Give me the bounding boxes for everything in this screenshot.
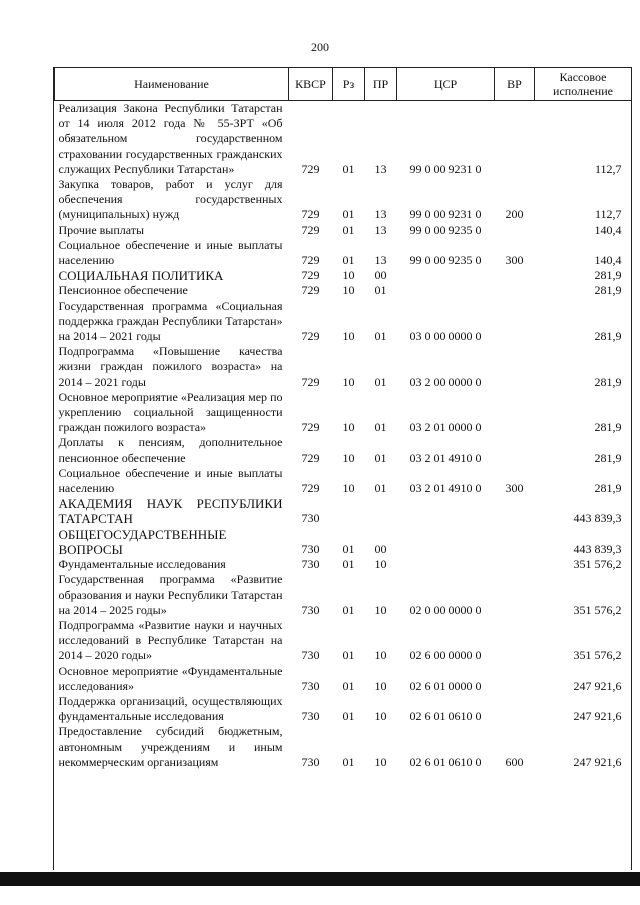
table-cell-rz: 01 <box>342 222 355 237</box>
table-row <box>55 238 632 268</box>
table-cell-csr <box>397 283 495 298</box>
table-cell-csr: 03 2 00 0000 0 <box>409 374 482 389</box>
table-cell-amount: 281,9 <box>594 420 622 435</box>
table-cell-amount: 351 576,2 <box>573 557 622 572</box>
table-cell-vr <box>495 557 535 572</box>
table-cell-amount: 112,7 <box>594 207 622 222</box>
table-cell-amount: 281,9 <box>594 329 622 344</box>
table-cell-csr: 99 0 00 9231 0 <box>409 161 482 176</box>
table-cell-vr <box>495 344 535 390</box>
table-cell-amount: 281,9 <box>594 374 622 389</box>
table-cell-kvsr: 730 <box>301 648 320 663</box>
header-rz: Рз <box>333 68 365 101</box>
table-cell-vr: 300 <box>505 481 524 496</box>
table-cell-pr: 10 <box>374 602 387 617</box>
table-cell-pr: 13 <box>374 161 387 176</box>
table-cell-rz <box>333 496 365 526</box>
budget-table-frame <box>53 67 632 870</box>
table-cell-pr: 01 <box>374 450 387 465</box>
table-cell-kvsr: 729 <box>301 283 320 298</box>
table-row <box>55 268 632 283</box>
table-cell-pr <box>365 496 397 526</box>
table-cell-csr: 02 0 00 0000 0 <box>409 602 482 617</box>
table-cell-csr <box>397 557 495 572</box>
table-row <box>55 390 632 436</box>
header-amount: Кассовое исполнение <box>535 68 632 101</box>
table-cell-name: Подпрограмма «Развитие науки и научных исследований в Республике Татарстан на 2014 – 2020 годы» <box>58 617 283 663</box>
table-cell-rz: 10 <box>342 481 355 496</box>
table-cell-name: Социальное обеспечение и иные выплаты населению <box>58 465 283 496</box>
table-cell-rz: 01 <box>342 678 355 693</box>
table-cell-pr: 13 <box>374 207 387 222</box>
table-row <box>55 557 632 572</box>
table-cell-csr <box>397 268 495 283</box>
table-cell-vr <box>495 223 535 238</box>
table-cell-rz: 10 <box>342 450 355 465</box>
table-cell-vr <box>495 664 535 694</box>
table-cell-amount: 281,9 <box>594 450 622 465</box>
table-cell-name: СОЦИАЛЬНАЯ ПОЛИТИКА <box>58 268 224 284</box>
table-cell-csr: 02 6 01 0610 0 <box>409 754 482 769</box>
table-cell-name: Основное мероприятие «Реализация мер по укреплению социальной защищенности граждан пожилого возраста» <box>58 389 283 435</box>
table-cell-csr: 03 2 01 0000 0 <box>409 420 482 435</box>
table-cell-rz: 10 <box>342 268 355 283</box>
table-cell-vr <box>495 299 535 345</box>
table-row <box>55 694 632 724</box>
table-cell-amount: 351 576,2 <box>573 602 622 617</box>
table-cell-kvsr: 729 <box>301 222 320 237</box>
table-cell-pr: 10 <box>374 557 387 572</box>
table-cell-rz: 10 <box>342 374 355 389</box>
table-cell-pr: 01 <box>374 481 387 496</box>
table-cell-amount: 443 839,3 <box>573 511 622 526</box>
table-cell-amount: 443 839,3 <box>573 541 622 556</box>
table-cell-vr: 200 <box>505 207 524 222</box>
table-cell-kvsr: 730 <box>301 541 320 556</box>
table-cell-vr <box>495 101 535 178</box>
table-cell-name: Доплаты к пенсиям, дополнительное пенсионное обеспечение <box>58 435 283 465</box>
table-cell-kvsr: 729 <box>301 374 320 389</box>
table-cell-kvsr: 729 <box>301 161 320 176</box>
table-cell-csr <box>397 527 495 557</box>
table-cell-name: Основное мероприятие «Фундаментальные исследования» <box>58 663 283 693</box>
table-cell-name: Подпрограмма «Повышение качества жизни граждан пожилого возраста» на 2014 – 2021 годы <box>58 344 283 389</box>
header-vr: ВР <box>495 68 535 101</box>
table-cell-name: Предоставление субсидий бюджетным, автономным учреждениям и иным некоммерческим организациям <box>58 724 283 769</box>
table-row <box>55 223 632 238</box>
table-cell-pr: 10 <box>374 754 387 769</box>
table-cell-name: Государственная программа «Социальная поддержка граждан Республики Татарстан» на 2014 – 2021 годы <box>58 298 283 344</box>
table-cell-rz: 01 <box>342 754 355 769</box>
table-cell-csr: 03 2 01 4910 0 <box>409 450 482 465</box>
table-cell-name: Фундаментальные исследования <box>58 557 226 572</box>
table-cell-amount: 140,4 <box>594 222 622 237</box>
table-cell-vr <box>495 694 535 724</box>
budget-table <box>54 67 632 770</box>
table-cell-amount: 281,9 <box>594 283 622 298</box>
table-cell-rz: 10 <box>342 283 355 298</box>
table-cell-vr: 600 <box>505 754 524 769</box>
table-cell-kvsr: 730 <box>301 709 320 724</box>
table-cell-vr <box>495 390 535 436</box>
table-cell-rz: 10 <box>342 329 355 344</box>
table-cell-vr <box>495 618 535 664</box>
table-cell-rz: 01 <box>342 161 355 176</box>
table-row <box>55 283 632 298</box>
table-cell-vr <box>495 527 535 557</box>
table-cell-kvsr: 730 <box>301 754 320 769</box>
table-cell-kvsr: 729 <box>301 207 320 222</box>
header-csr: ЦСР <box>397 68 495 101</box>
table-cell-name: Поддержка организаций, осуществляющих фундаментальные исследования <box>58 693 283 724</box>
table-cell-pr: 00 <box>374 541 387 556</box>
table-cell-rz: 01 <box>342 253 355 268</box>
table-row <box>55 466 632 496</box>
table-cell-rz: 01 <box>342 541 355 556</box>
header-kvsr: КВСР <box>289 68 333 101</box>
table-cell-rz: 01 <box>342 557 355 572</box>
table-cell-rz: 01 <box>342 602 355 617</box>
table-row <box>55 572 632 618</box>
table-cell-name: Закупка товаров, работ и услуг для обеспечения государственных (муниципальных) нужд <box>58 177 283 222</box>
table-cell-vr <box>495 572 535 618</box>
header-pr: ПР <box>365 68 397 101</box>
table-cell-name: АКАДЕМИЯ НАУК РЕСПУБЛИКИ ТАТАРСТАН <box>58 496 283 527</box>
table-row <box>55 177 632 223</box>
table-cell-csr: 02 6 00 0000 0 <box>409 648 482 663</box>
table-cell-pr: 01 <box>374 329 387 344</box>
table-cell-csr <box>397 496 495 526</box>
table-cell-csr: 03 2 01 4910 0 <box>409 481 482 496</box>
table-cell-amount: 351 576,2 <box>573 648 622 663</box>
table-cell-amount: 281,9 <box>594 268 622 283</box>
table-cell-kvsr: 730 <box>301 511 320 526</box>
table-cell-pr: 00 <box>374 268 387 283</box>
table-row <box>55 527 632 557</box>
table-cell-pr: 13 <box>374 253 387 268</box>
table-cell-csr: 99 0 00 9235 0 <box>409 222 482 237</box>
table-cell-amount: 140,4 <box>594 253 622 268</box>
table-cell-pr: 10 <box>374 709 387 724</box>
table-cell-kvsr: 729 <box>301 450 320 465</box>
table-row <box>55 435 632 465</box>
table-row <box>55 344 632 390</box>
table-cell-csr: 99 0 00 9235 0 <box>409 253 482 268</box>
table-cell-rz: 01 <box>342 709 355 724</box>
table-cell-vr <box>495 268 535 283</box>
table-cell-name: ОБЩЕГОСУДАРСТВЕННЫЕ ВОПРОСЫ <box>58 526 227 557</box>
table-cell-pr: 01 <box>374 420 387 435</box>
table-cell-vr <box>495 283 535 298</box>
table-cell-kvsr: 729 <box>301 268 320 283</box>
table-row <box>55 496 632 526</box>
table-cell-rz: 01 <box>342 648 355 663</box>
table-cell-amount: 247 921,6 <box>573 678 622 693</box>
table-cell-kvsr: 729 <box>301 420 320 435</box>
table-cell-pr: 13 <box>374 222 387 237</box>
table-cell-pr: 01 <box>374 283 387 298</box>
table-cell-csr: 02 6 01 0610 0 <box>409 709 482 724</box>
table-cell-vr <box>495 435 535 465</box>
table-cell-amount: 247 921,6 <box>573 709 622 724</box>
page-number: 200 <box>311 40 329 54</box>
table-row <box>55 299 632 345</box>
table-cell-csr: 03 0 00 0000 0 <box>409 329 482 344</box>
scan-bottom-edge <box>0 872 640 886</box>
table-cell-name: Пенсионное обеспечение <box>58 283 188 298</box>
table-cell-csr: 02 6 01 0000 0 <box>409 678 482 693</box>
table-cell-amount: 247 921,6 <box>573 754 622 769</box>
table-cell-kvsr: 730 <box>301 678 320 693</box>
table-cell-vr: 300 <box>505 253 524 268</box>
table-row <box>55 664 632 694</box>
table-cell-amount: 112,7 <box>594 161 622 176</box>
table-cell-name: Реализация Закона Республики Татарстан от 14 июля 2012 года № 55-ЗРТ «Об обязательном государственном страховании государственных гражданских служащих Республики Татарстан» <box>58 101 283 176</box>
table-cell-name: Государственная программа «Развитие образования и науки Республики Татарстан на 2014 – 2025 годы» <box>58 572 283 617</box>
table-header-row <box>55 68 632 101</box>
table-cell-kvsr: 729 <box>301 329 320 344</box>
table-row <box>55 101 632 178</box>
table-cell-kvsr: 730 <box>301 602 320 617</box>
table-cell-rz: 01 <box>342 207 355 222</box>
table-cell-amount: 281,9 <box>594 481 622 496</box>
table-cell-name: Прочие выплаты <box>58 222 145 237</box>
table-cell-pr: 01 <box>374 374 387 389</box>
table-row <box>55 724 632 770</box>
table-cell-rz: 10 <box>342 420 355 435</box>
table-row <box>55 618 632 664</box>
table-cell-pr: 10 <box>374 678 387 693</box>
table-cell-kvsr: 730 <box>301 557 320 572</box>
table-cell-csr: 99 0 00 9231 0 <box>409 207 482 222</box>
table-cell-kvsr: 729 <box>301 253 320 268</box>
table-cell-vr <box>495 496 535 526</box>
table-cell-kvsr: 729 <box>301 481 320 496</box>
header-name: Наименование <box>55 68 289 101</box>
table-cell-name: Социальное обеспечение и иные выплаты населению <box>58 237 283 268</box>
table-cell-pr: 10 <box>374 648 387 663</box>
